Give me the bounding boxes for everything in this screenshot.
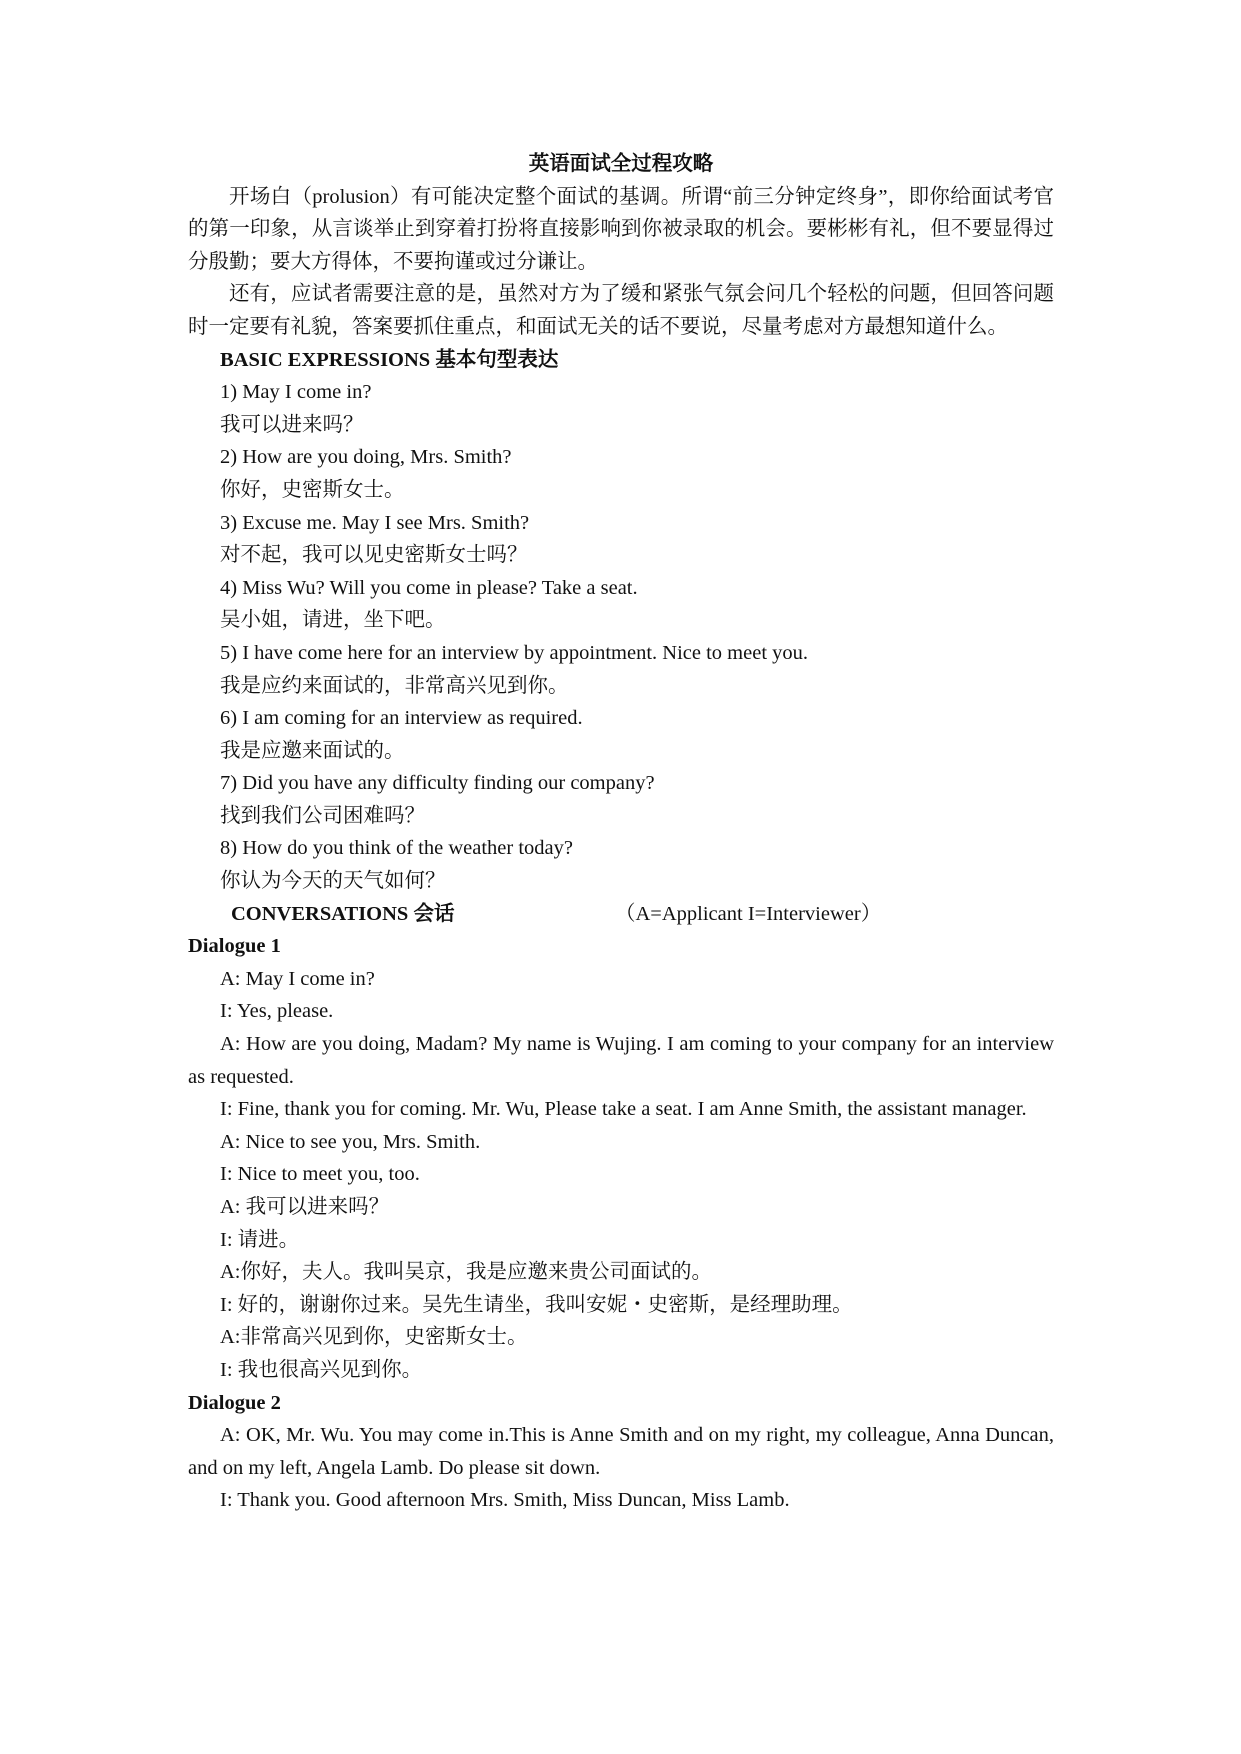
dialogue-line: A: 我可以进来吗？ [220,1196,390,1218]
expression-en: 7) Did you have any difficulty finding our company? [220,772,655,795]
dialogue-line: A: OK, Mr. Wu. You may come in.This is Anne Smith and on my right, my colleague, Anna Duncan, and on my left, Angela Lamb. Do please sit down. [188,1424,1054,1479]
dialogue-line: A:非常高兴见到你，史密斯女士。 [220,1326,528,1349]
document-title: 英语面试全过程攻略 [528,153,714,175]
expression-en: 5) I have come here for an interview by appointment. Nice to meet you. [220,641,809,664]
expression-en: 2) How are you doing, Mrs. Smith? [220,446,512,469]
dialogue-2 [188,1419,1054,1517]
dialogue-line: I: Fine, thank you for coming. Mr. Wu, Please take a seat. I am Anne Smith, the assistant manager. [220,1098,1027,1121]
conversations-heading: CONVERSATIONS 会话 [231,902,455,925]
dialogue-1 [188,963,1054,1387]
dialogue-line: I: 我也很高兴见到你。 [220,1358,423,1381]
expression-zh: 你好，史密斯女士。 [220,478,405,501]
conversations-heading-row [188,898,1054,931]
expression-en: 8) How do you think of the weather today? [220,837,573,860]
intro-paragraph: 还有，应试者需要注意的是，虽然对方为了缓和紧张气氛会问几个轻松的问题，但回答问题时一定要有礼貌，答案要抓住重点，和面试无关的话不要说，尽量考虑对方最想知道什么。 [188,283,1054,338]
dialogue-line: A: Nice to see you, Mrs. Smith. [220,1130,481,1153]
expression-en: 3) Excuse me. May I see Mrs. Smith? [220,511,530,534]
conversations-note: （A=Applicant I=Interviewer） [615,902,882,925]
dialogue-line: A: How are you doing, Madam? My name is Wujing. I am coming to your company for an interview as requested. [188,1033,1054,1088]
basic-expressions-heading: BASIC EXPRESSIONS 基本句型表达 [220,348,559,371]
dialogue-line: I: Yes, please. [220,1000,334,1023]
dialogue-1-title: Dialogue 1 [188,935,281,958]
expression-zh: 我是应邀来面试的。 [220,739,405,762]
expressions-list [188,376,1054,898]
dialogue-line: I: 好的，谢谢你过来。吴先生请坐，我叫安妮・史密斯，是经理助理。 [220,1293,853,1316]
expression-en: 6) I am coming for an interview as required. [220,707,583,730]
expression-zh: 吴小姐，请进，坐下吧。 [220,609,446,632]
dialogue-2-title: Dialogue 2 [188,1391,281,1414]
intro-paragraph: 开场白（prolusion）有可能决定整个面试的基调。所谓“前三分钟定终身”，即你给面试考官的第一印象，从言谈举止到穿着打扮将直接影响到你被录取的机会。要彬彬有礼，但不要显得过分殷勤；要大方得体，不要拘谨或过分谦让。 [188,185,1054,273]
document-page [188,148,1054,1517]
expression-zh: 我可以进来吗？ [220,413,364,436]
expression-en: 1) May I come in? [220,381,372,404]
dialogue-line: I: Thank you. Good afternoon Mrs. Smith, Miss Duncan, Miss Lamb. [220,1489,790,1512]
expression-zh: 你认为今天的天气如何？ [220,870,446,893]
expression-zh: 对不起，我可以见史密斯女士吗？ [220,544,528,567]
dialogue-line: I: 请进。 [220,1228,300,1251]
dialogue-line: A: May I come in? [220,967,375,990]
expression-zh: 我是应约来面试的，非常高兴见到你。 [220,674,569,697]
dialogue-line: A:你好，夫人。我叫吴京，我是应邀来贵公司面试的。 [220,1261,712,1284]
expression-en: 4) Miss Wu? Will you come in please? Take a seat. [220,576,638,599]
dialogue-line: I: Nice to meet you, too. [220,1163,420,1186]
expression-zh: 找到我们公司困难吗？ [220,804,425,827]
